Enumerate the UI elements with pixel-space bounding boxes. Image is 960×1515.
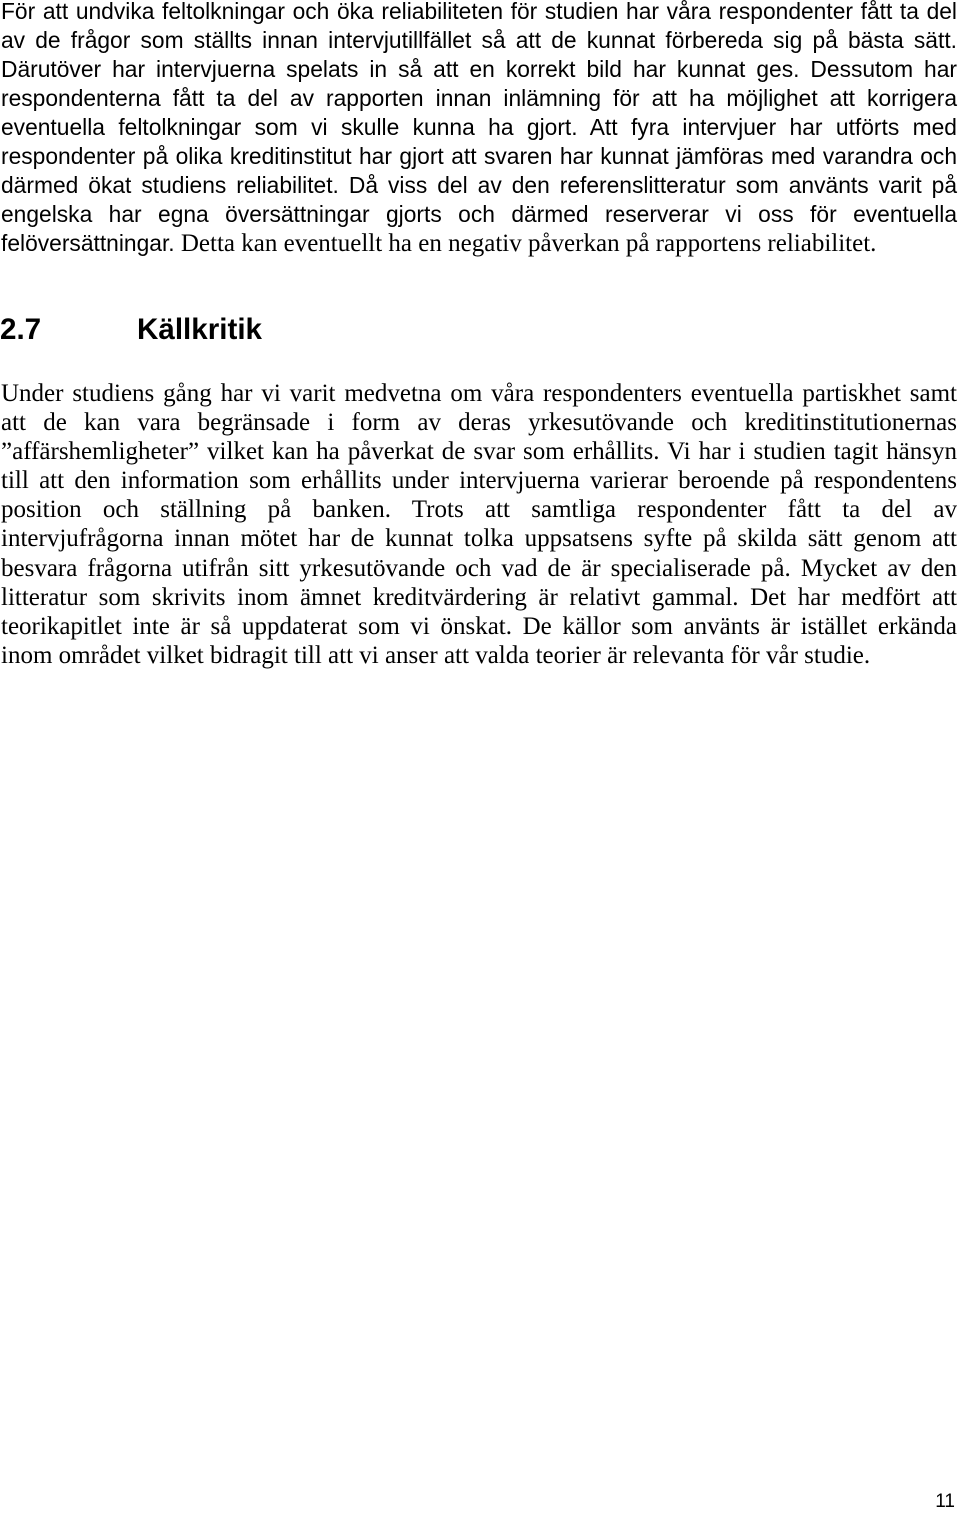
paragraph-line: eventuella feltolkningar som vi skulle kunna ha gjort. Att fyra intervjuer har utförts med bbox=[1, 114, 957, 140]
paragraph-line: respondenterna fått ta del av rapporten innan inlämning för att ha möjlighet att korrigera bbox=[1, 85, 957, 111]
paragraph-line: engelska har egna översättningar gjorts och därmed reserverar vi oss för eventuella bbox=[1, 201, 957, 227]
section-heading bbox=[0, 313, 262, 347]
paragraph-line: besvara frågorna utifrån sitt yrkesutövande och vad de är specialiserade på. Mycket av den bbox=[1, 554, 957, 582]
paragraph-line: litteratur som skrivits inom ämnet kreditvärdering är relativt gammal. Det har medfört att bbox=[1, 583, 957, 611]
paragraph-line: position och ställning på banken. Trots att samtliga respondenter fått ta del av bbox=[1, 496, 957, 524]
paragraph-line: ”affärshemligheter” vilket kan ha påverkat de svar som erhållits. Vi har i studien tagit hänsyn bbox=[1, 438, 957, 466]
paragraph-line: av de frågor som ställts innan intervjutillfället så att de kunnat förbereda sig på bästa sätt. bbox=[1, 27, 957, 53]
paragraph-last-line bbox=[1, 229, 957, 258]
paragraph-line: För att undvika feltolkningar och öka reliabiliteten för studien har våra respondenter fått ta del bbox=[1, 0, 957, 24]
sans-text-segment: felöversättningar. bbox=[1, 230, 175, 256]
paragraph-line: Under studiens gång har vi varit medvetna om våra respondenters eventuella partiskhet samt bbox=[1, 380, 957, 407]
paragraph-line: respondenter på olika kreditinstitut har gjort att svaren har kunnat jämföras med varandra och bbox=[1, 143, 957, 169]
paragraph-line: teorikapitlet inte är så uppdaterat som vi önskat. De källor som använts är istället erkända bbox=[1, 612, 957, 640]
paragraph-line: intervjufrågorna innan mötet har de kunnat tolka uppsatsens syfte på skilda sätt genom att bbox=[1, 525, 957, 553]
paragraph-line: därmed ökat studiens reliabilitet. Då viss del av den referenslitteratur som använts varit på bbox=[1, 172, 957, 198]
paragraph-line: att de kan vara begränsade i form av deras yrkesutövande och kreditinstitutionernas bbox=[1, 409, 957, 437]
paragraph-source-criticism bbox=[1, 379, 957, 670]
paragraph-reliability bbox=[1, 0, 957, 258]
section-title: Källkritik bbox=[137, 313, 263, 346]
paragraph-line: till att den information som erhållits under intervjuerna varierar beroende på respondentens bbox=[1, 467, 957, 495]
page-number: 11 bbox=[935, 1491, 955, 1512]
section-number: 2.7 bbox=[0, 313, 42, 346]
paragraph-line: Därutöver har intervjuerna spelats in så att en korrekt bild har kunnat ges. Dessutom har bbox=[1, 56, 957, 82]
serif-text-segment: Detta kan eventuellt ha en negativ påverkan på rapportens reliabilitet. bbox=[174, 230, 877, 257]
paragraph-last-line: inom området vilket bidragit till att vi anser att valda teorier är relevanta för vår studie. bbox=[1, 641, 871, 669]
